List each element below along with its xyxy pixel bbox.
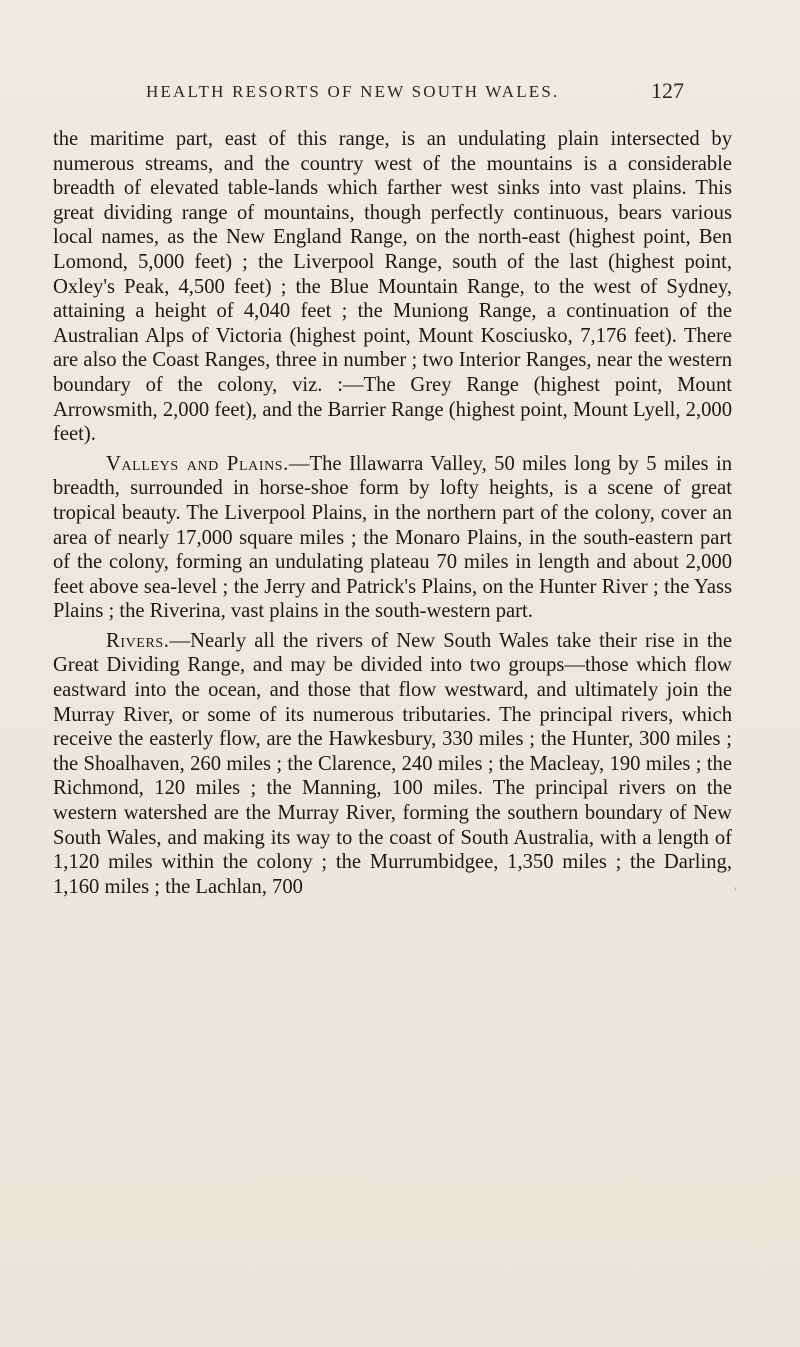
- running-header: [0, 78, 800, 108]
- paragraph-valleys-and-plains: [53, 452, 732, 624]
- section-heading-valleys-and-plains: Valleys and Plains.: [106, 452, 289, 475]
- page-number: 127: [651, 78, 684, 103]
- paragraph-ranges: [53, 127, 732, 447]
- paragraph-text: the maritime part, east of this range, is an undulating plain intersected by numerous streams, and the country west of the mountains is a considerable breadth of elevated table-lands which farther west sinks into vast plains. This great dividing range of mountains, though perfectly continuous, bears various local names, as the New England Range, on the north-east (highest point, Ben Lomond, 5,000 feet) ; the Liverpool Range, south of the last (highest point, Oxley's Peak, 4,500 feet) ; the Blue Mountain Range, to the west of Sydney, attaining a height of 4,040 feet ; the Muniong Range, a continuation of the Australian Alps of Victoria (highest point, Mount Kosciusko, 7,176 feet). There are also the Coast Ranges, three in number ; two Interior Ranges, near the western boundary of the colony, viz. :—The Grey Range (highest point, Mount Arrowsmith, 2,000 feet), and the Barrier Range (highest point, Mount Lyell, 2,000 feet).: [53, 128, 732, 446]
- paragraph-rivers: [53, 629, 732, 900]
- body-text: [53, 127, 732, 899]
- ink-speck-mark: ’: [733, 884, 737, 898]
- paragraph-text: —Nearly all the rivers of New South Wales take their rise in the Great Dividing Range, and may be divided into two groups—those which flow eastward into the ocean, and those that flow westward, and ultimately join the Murray River, or some of its numerous tributaries. The principal rivers, which receive the easterly flow, are the Hawkesbury, 330 miles ; the Hunter, 300 miles ; the Shoalhaven, 260 miles ; the Clarence, 240 miles ; the Macleay, 190 miles ; the Richmond, 120 miles ; the Manning, 100 miles. The principal rivers on the western watershed are the Murray River, forming the southern boundary of New South Wales, and making its way to the coast of South Australia, with a length of 1,120 miles within the colony ; the Murrumbidgee, 1,350 miles ; the Darling, 1,160 miles ; the Lachlan, 700: [53, 629, 732, 898]
- running-title: HEALTH RESORTS OF NEW SOUTH WALES.: [146, 82, 560, 101]
- section-heading-rivers: Rivers.: [106, 629, 170, 652]
- paragraph-text: —The Illawarra Valley, 50 miles long by 5 miles in breadth, surrounded in horse-shoe form by lofty heights, is a scene of great tropical beauty. The Liverpool Plains, in the northern part of the colony, cover an area of nearly 17,000 square miles ; the Monaro Plains, in the south-eastern part of the colony, forming an undulating plateau 70 miles in length and about 2,000 feet above sea-level ; the Jerry and Patrick's Plains, on the Hunter River ; the Yass Plains ; the Riverina, vast plains in the south-western part.: [53, 452, 732, 623]
